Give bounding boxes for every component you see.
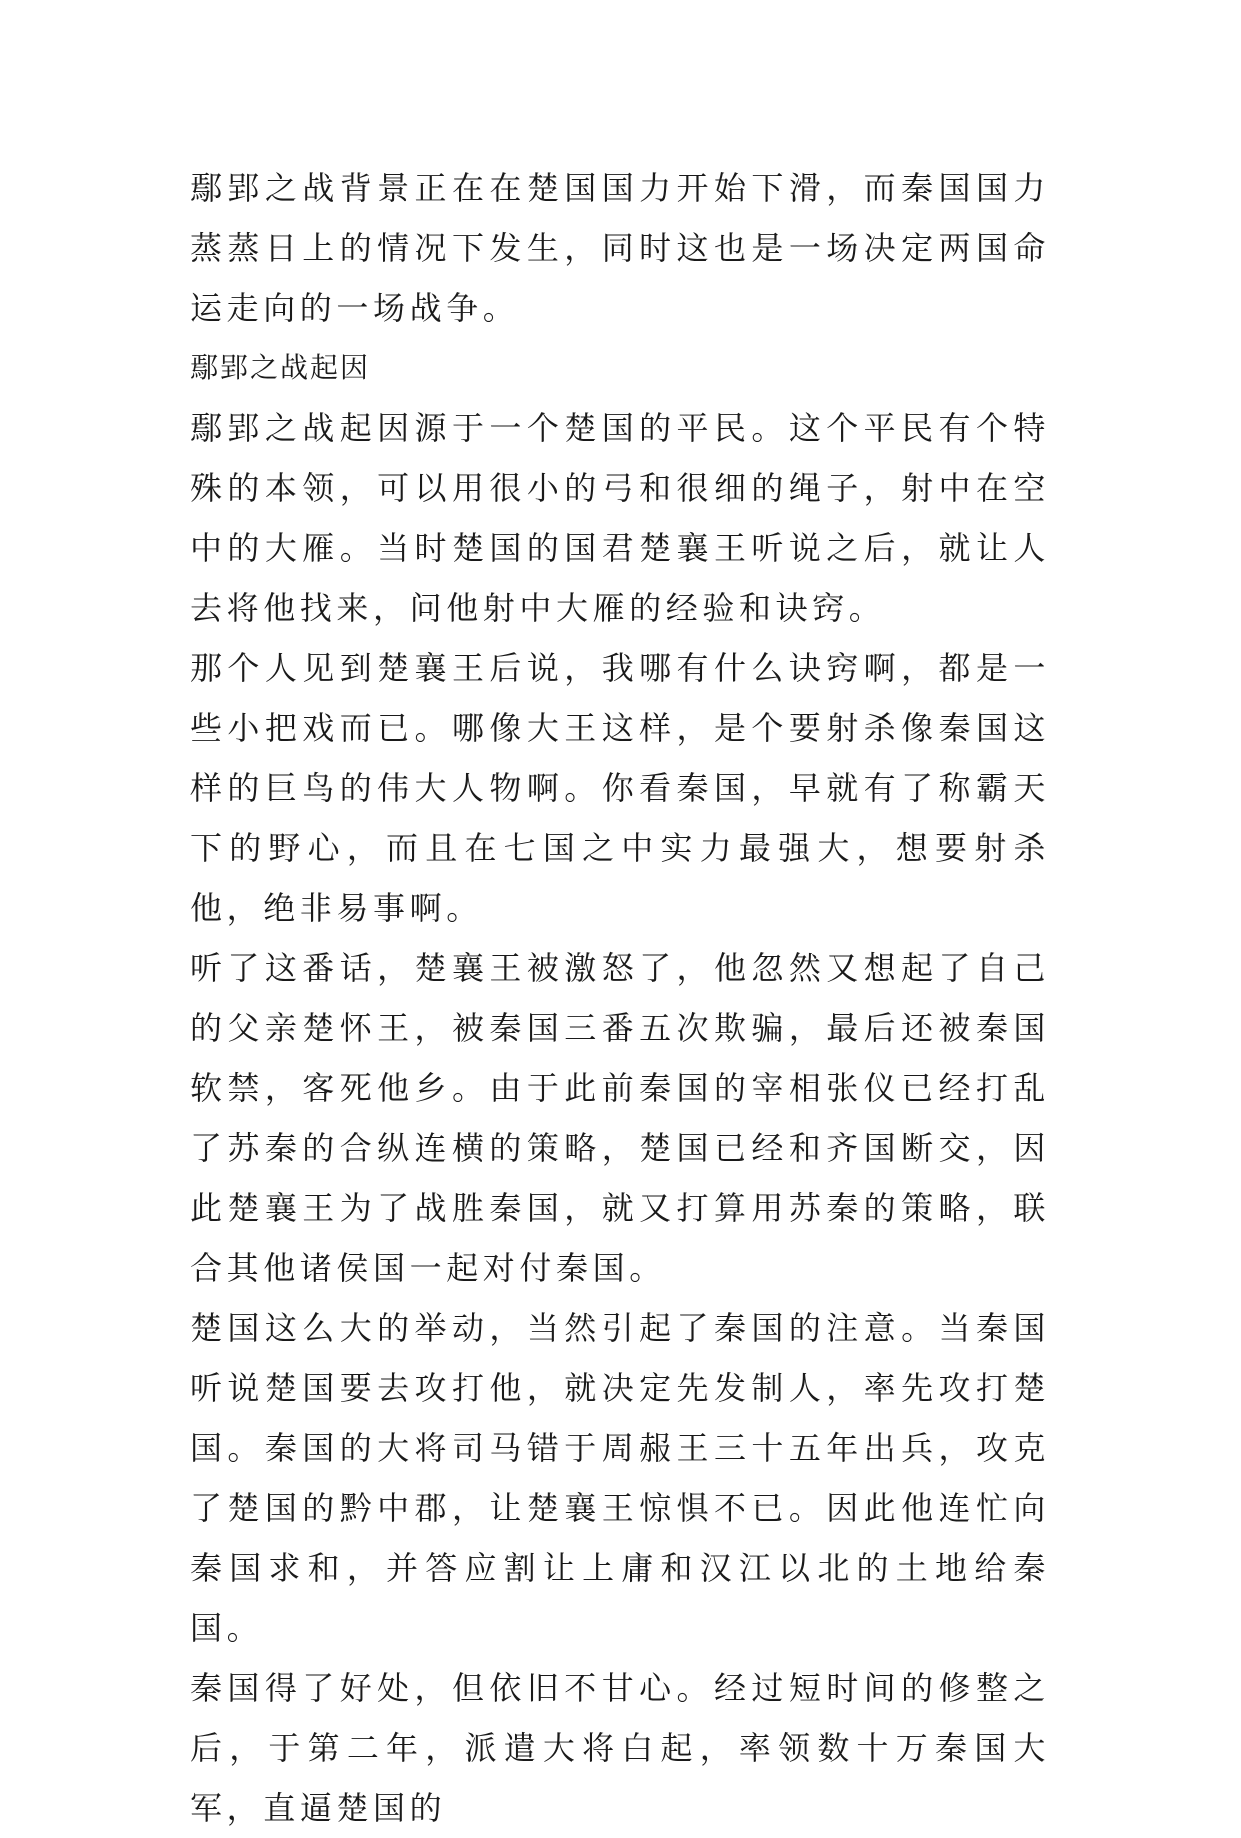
paragraph-cause: 鄢郢之战起因源于一个楚国的平民。这个平民有个特殊的本领，可以用很小的弓和很细的绳子，射中在空中的大雁。当时楚国的国君楚襄王听说之后，就让人去将他找来，问他射中大雁的经验和诀窍。 <box>190 409 1050 627</box>
paragraph-king-angered: 听了这番话，楚襄王被激怒了，他忽然又想起了自己的父亲楚怀王，被秦国三番五次欺骗，最后还被秦国软禁，客死他乡。由于此前秦国的宰相张仪已经打乱了苏秦的合纵连横的策略，楚国已经和齐国断交，因此楚襄王为了战胜秦国，就又打算用苏秦的策略，联合其他诸侯国一起对付秦国。 <box>190 949 1050 1287</box>
document-body <box>190 158 1050 1838</box>
paragraph-background: 鄢郢之战背景正在在楚国国力开始下滑，而秦国国力蒸蒸日上的情况下发生，同时这也是一场决定两国命运走向的一场战争。 <box>190 169 1050 327</box>
paragraph-qin-attack: 楚国这么大的举动，当然引起了秦国的注意。当秦国听说楚国要去攻打他，就决定先发制人，率先攻打楚国。秦国的大将司马错于周赧王三十五年出兵，攻克了楚国的黔中郡，让楚襄王惊惧不已。因此他连忙向秦国求和，并答应割让上庸和汉江以北的土地给秦国。 <box>190 1309 1050 1647</box>
paragraph-archer-reply: 那个人见到楚襄王后说，我哪有什么诀窍啊，都是一些小把戏而已。哪像大王这样，是个要射杀像秦国这样的巨鸟的伟大人物啊。你看秦国，早就有了称霸天下的野心，而且在七国之中实力最强大，想要射杀他，绝非易事啊。 <box>190 649 1050 927</box>
section-heading-cause: 鄢郢之战起因 <box>190 351 371 384</box>
paragraph-second-year: 秦国得了好处，但依旧不甘心。经过短时间的修整之后，于第二年，派遣大将白起，率领数十万秦国大军，直逼楚国的 <box>190 1669 1050 1827</box>
